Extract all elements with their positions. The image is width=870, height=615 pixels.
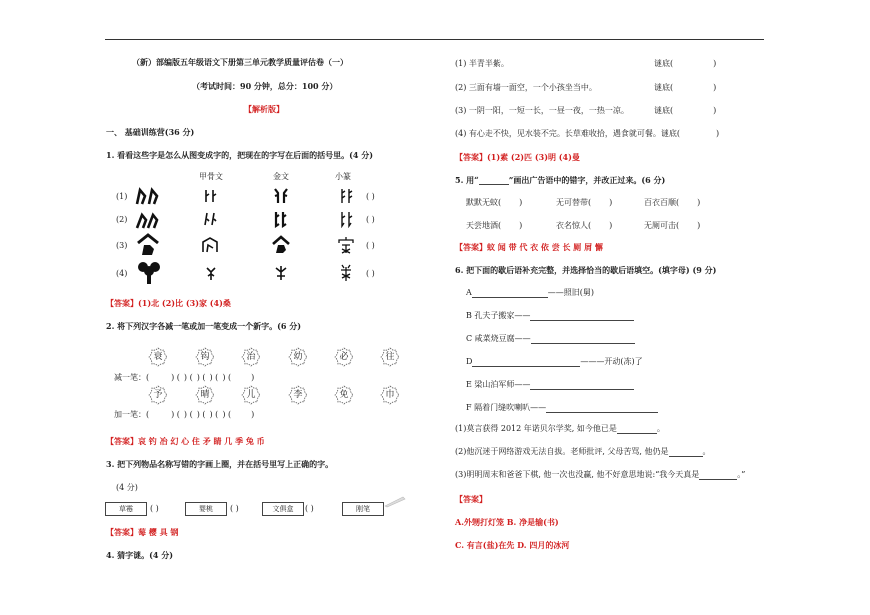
answer-blank[interactable]: ) ( [171,373,180,382]
q1-answer [106,298,231,308]
answer-blank[interactable]: ) ( [209,410,219,419]
answer-text: 莓 樱 具 钢 [138,527,179,537]
top-rule-right [426,39,764,40]
riddle-text: (4) 有心走不快，见水装不完。长草难收拾，遇食就可餐。谜底( [455,129,680,138]
q6-answer-line-1: A.外甥打灯笼 B. 净是输(书) [455,517,559,527]
q4-prompt: 4. 猜字谜。(4 分) [106,550,174,560]
pictograph-jia-icon [136,233,160,257]
char-label: 往 [385,352,395,362]
ad-phrase-close: ) [697,198,701,207]
oracle-bi-icon [203,211,217,227]
char-flower [148,385,168,405]
char-label: 幼 [293,352,303,362]
ad-phrase-close: ) [609,221,613,230]
idiom-d[interactable] [466,357,643,367]
ad-phrase-text: 无厕可击( [644,221,680,230]
char-flower [380,347,400,367]
q6-answer-line-2: C. 有言(盐)在先 D. 四月的冰河 [455,540,570,550]
ad-phrase[interactable] [556,221,612,231]
bronze-bei-icon [273,187,289,205]
q5-answer [455,242,603,252]
exam-info: （考试时间：90 分钟，总分：100 分） [192,81,338,91]
char-label: 衰 [153,352,163,362]
idiom-prefix: A [466,288,472,297]
q5-prompt-end: ”画出广告语中的错字，并改正过来。(6 分) [508,175,666,185]
fill-sentence-3[interactable] [455,470,745,480]
idiom-suffix: ——照旧(舅) [547,288,595,297]
ad-phrase-text: 百衣百顺( [644,198,680,207]
q5-prompt-start: 5. 用“ [455,175,479,185]
fill-text: (2)他沉迷于网络游戏无法自拔。老师批评, 父母苦骂, 他仍是 [455,447,669,456]
q1-answer-blank[interactable]: ( ) [366,192,375,201]
q1-row-label: (4) [116,269,128,278]
idiom-a[interactable] [466,288,594,298]
answer-label: 【答案】 [106,436,138,446]
pictograph-sang-icon [136,260,162,286]
char-label: 钩 [200,352,210,362]
minus-one-stroke-row: 减一笔：( ) ( ) ( ) ( ) ( ) ( ) [114,373,255,382]
char-flower [148,347,168,367]
seal-jia-icon [337,235,355,255]
answer-blank[interactable]: ) ( [196,373,206,382]
q1-answer-blank[interactable]: ( ) [366,269,375,278]
riddle-2-answer[interactable] [654,83,716,93]
riddle-close: ) [713,106,717,115]
answer-blank[interactable]: ) ( [222,373,232,382]
char-flower [288,347,308,367]
fill-end: 。 [656,424,665,433]
riddle-3-answer[interactable] [654,106,716,116]
riddle-text: (1) 半青半紫。 [455,59,509,68]
fill-end: 。” [737,470,746,479]
fill-end: 。 [702,447,711,456]
fill-sentence-1[interactable] [455,424,665,434]
idiom-prefix: E 梁山泊军师—— [466,380,531,389]
idiom-prefix: B 孔夫子搬家—— [466,311,531,320]
idiom-prefix: D [466,357,473,366]
item-label: 婴桃 [199,505,213,513]
char-flower [380,385,400,405]
q6-prompt: 6. 把下面的歇后语补充完整，并选择恰当的歇后语填空。(填字母) (9 分) [455,265,717,275]
q1-prompt: 1. 看看这些字是怎么从图变成字的，把现在的字写在后面的括号里。(4 分) [106,150,374,160]
riddle-close: ) [713,59,717,68]
bronze-jia-icon [271,235,291,255]
q3-answer-blank[interactable]: ( ) [150,504,159,513]
q1-row-label: (2) [116,215,128,224]
pen-icon [383,494,407,508]
fill-text: (1)莫言获得 2012 年诺贝尔学奖, 如今他已是 [455,424,617,433]
fill-text: (3)明明周末和爸爸下棋, 他一次也没赢, 他不好意思地说:“我今天真是 [455,470,700,479]
section-heading: 一、 基础训练营(36 分) [106,127,195,137]
answer-blank[interactable]: ) ( [183,373,193,382]
answer-label: 【答案】 [455,242,487,252]
ad-phrase[interactable] [644,198,700,208]
q4-answer [455,152,580,162]
bronze-sang-icon [274,264,288,282]
q1-header-oracle: 甲骨文 [199,172,223,181]
q2-prompt: 2. 将下列汉字各减一笔或加一笔变成一个新字。(6 分) [106,321,302,331]
idiom-prefix: F 隔着门缝吹喇叭—— [466,403,547,412]
q3-prompt: 3. 把下列物品名称写错的字画上圈，并在括号里写上正确的字。 [106,459,334,469]
riddle-label: 谜底( [654,83,674,92]
answer-text: 哀 钓 冶 幻 心 住 矛 睛 几 季 兔 币 [138,436,265,446]
char-flower [195,347,215,367]
riddle-label: 谜底( [654,59,674,68]
analysis-tag: 【解析版】 [244,104,284,114]
q3-answer [106,527,178,537]
q6-answer-label: 【答案】 [455,494,487,504]
plus-label: 加一笔：( [114,410,150,419]
oracle-bei-icon [203,188,217,204]
answer-label: 【答案】 [106,527,138,537]
char-flower [334,385,354,405]
riddle-1 [455,59,509,69]
fill-sentence-2[interactable] [455,447,711,457]
riddle-label: 谜底( [654,106,674,115]
q3-points: (4 分) [116,483,138,492]
ad-phrase[interactable] [466,198,522,208]
riddle-close: ) [716,129,720,138]
idiom-c[interactable] [466,334,635,344]
q2-answer [106,436,265,446]
riddle-close: ) [713,83,717,92]
ad-phrase-close: ) [519,221,523,230]
seal-bi-icon [339,210,353,228]
oracle-jia-icon [201,236,219,254]
oracle-sang-icon [204,265,218,281]
riddle-4[interactable] [455,129,719,139]
char-flower [241,385,261,405]
pictograph-bei-icon [134,186,160,206]
ad-phrase-text: 无可替带( [556,198,592,207]
q1-header-bronze: 金文 [273,172,289,181]
answer-blank[interactable]: ) ( [209,373,219,382]
item-label: 刚笔 [356,505,370,513]
idiom-e[interactable] [466,380,634,390]
item-box [262,502,304,516]
ad-phrase-text: 默默无蚊( [466,198,502,207]
minus-label: 减一笔：( [114,373,150,382]
char-label: 必 [339,352,349,362]
seal-sang-icon [339,263,353,283]
q1-header-seal: 小篆 [335,172,351,181]
q1-answer-blank[interactable]: ( ) [366,215,375,224]
idiom-prefix: C 咸菜烧豆腐—— [466,334,531,343]
q3-answer-blank[interactable]: ( ) [305,504,314,513]
answer-blank[interactable]: ) ( [183,410,193,419]
answer-text: (1)北 (2)比 (3)家 (4)桑 [138,298,231,308]
ad-phrase[interactable] [466,221,522,231]
answer-blank[interactable]: ) ( [171,410,180,419]
q3-answer-blank[interactable]: ( ) [230,504,239,513]
answer-label: 【答案】 [106,298,138,308]
ad-phrase-close: ) [519,198,523,207]
top-rule-left [105,39,426,40]
ad-phrase-close: ) [697,221,701,230]
char-flower [334,347,354,367]
item-box [105,502,147,516]
answer-text: (1)素 (2)匹 (3)明 (4)曼 [487,152,580,162]
answer-label: 【答案】 [455,152,487,162]
char-flower [195,385,215,405]
answer-blank[interactable]: ) ( [196,410,206,419]
q1-answer-blank[interactable]: ( ) [366,241,375,250]
riddle-text: (3) 一阴一阳，一短一长，一昼一夜，一热一凉。 [455,106,629,115]
char-label: 治 [246,352,256,362]
char-flower [241,347,261,367]
char-label: 儿 [246,390,256,400]
char-label: 予 [153,390,163,400]
item-box [185,502,227,516]
item-label: 文俱盒 [272,505,294,513]
pictograph-bi-icon [134,210,160,230]
bronze-bi-icon [273,210,289,228]
char-label: 晴 [200,390,210,400]
q1-row-label: (3) [116,241,128,250]
char-label: 免 [339,390,349,400]
item-label: 草霉 [119,505,133,513]
plus-one-stroke-row: 加一笔：( ) ( ) ( ) ( ) ( ) ( ) [114,410,255,419]
answer-blank[interactable]: ) ( [222,410,232,419]
ad-phrase-text: 衣名惊人( [556,221,592,230]
q1-row-label: (1) [116,192,128,201]
seal-bei-icon [339,187,353,205]
char-label: 李 [293,390,303,400]
riddle-text: (2) 三面有墙一面空，一个小孩坐当中。 [455,83,597,92]
answer-text: 蚊 闻 带 代 衣 依 尝 长 厕 屑 懈 [487,242,603,252]
page-title: （新）部编版五年级语文下册第三单元教学质量评估卷（一） [132,57,348,67]
riddle-2 [455,83,597,93]
idiom-suffix: ———开动(冻)了 [580,357,643,366]
char-label: 巾 [385,390,395,400]
riddle-3 [455,106,629,116]
char-flower [288,385,308,405]
item-box [342,502,384,516]
ad-phrase[interactable] [556,198,612,208]
idiom-b[interactable] [466,311,634,321]
ad-phrase-text: 天尝地酒( [466,221,502,230]
idiom-f[interactable] [466,403,658,413]
ad-phrase-close: ) [609,198,613,207]
q5-prompt [455,175,665,185]
ad-phrase[interactable] [644,221,700,231]
riddle-1-answer[interactable] [654,59,716,69]
